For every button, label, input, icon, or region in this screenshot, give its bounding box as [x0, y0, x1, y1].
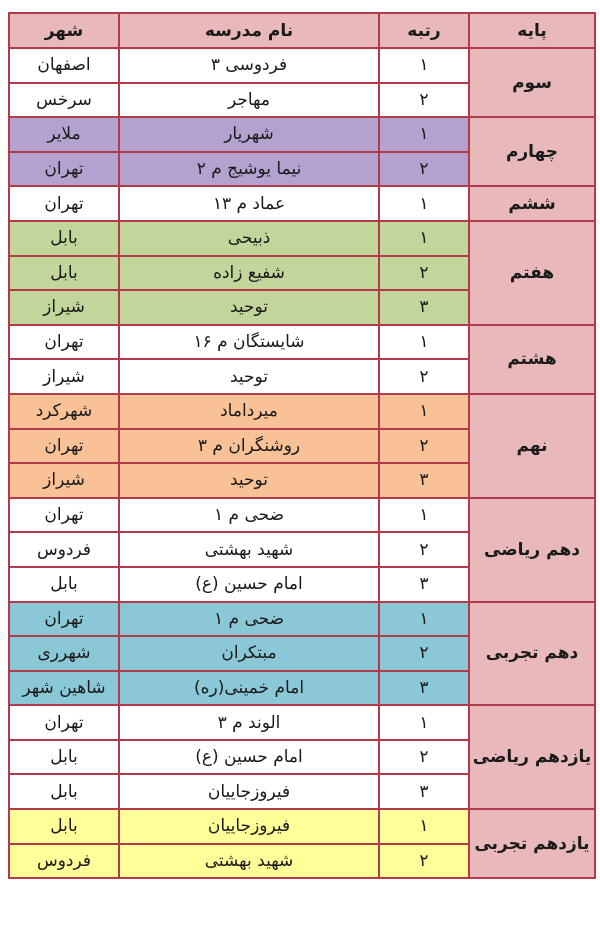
grade-cell: چهارم [469, 117, 595, 186]
rank-cell: ۳ [379, 463, 469, 498]
rank-cell: ۱ [379, 117, 469, 152]
city-cell: تهران [9, 186, 119, 221]
school-cell: ذبیحی [119, 221, 379, 256]
school-cell: نیما یوشیج م ۲ [119, 152, 379, 187]
grade-cell: یازدهم ریاضی [469, 705, 595, 809]
rank-cell: ۱ [379, 325, 469, 360]
table-row [9, 186, 595, 221]
city-cell: شیراز [9, 359, 119, 394]
city-cell: تهران [9, 602, 119, 637]
city-cell: تهران [9, 325, 119, 360]
city-cell: بابل [9, 809, 119, 844]
table-row [9, 221, 595, 256]
rank-cell: ۱ [379, 394, 469, 429]
rank-cell: ۲ [379, 636, 469, 671]
school-cell: ضحی م ۱ [119, 602, 379, 637]
table-row [9, 394, 595, 429]
grade-cell: هشتم [469, 325, 595, 394]
city-cell: شاهین شهر [9, 671, 119, 706]
rank-cell: ۱ [379, 809, 469, 844]
city-cell: تهران [9, 429, 119, 464]
school-cell: شایستگان م ۱۶ [119, 325, 379, 360]
rank-cell: ۲ [379, 83, 469, 118]
city-cell: شهرری [9, 636, 119, 671]
grade-cell: یازدهم تجربی [469, 809, 595, 878]
school-cell: امام حسین (ع) [119, 740, 379, 775]
school-cell: میرداماد [119, 394, 379, 429]
table-row [9, 705, 595, 740]
school-cell: ضحی م ۱ [119, 498, 379, 533]
table-row [9, 325, 595, 360]
grade-cell: سوم [469, 48, 595, 117]
school-cell: فیروزجاییان [119, 774, 379, 809]
city-cell: بابل [9, 221, 119, 256]
school-cell: امام حسین (ع) [119, 567, 379, 602]
city-cell: ملایر [9, 117, 119, 152]
school-cell: شهید بهشتی [119, 844, 379, 879]
rank-cell: ۱ [379, 221, 469, 256]
school-cell: توحید [119, 463, 379, 498]
city-cell: فردوس [9, 532, 119, 567]
header-grade: پایه [469, 13, 595, 48]
school-cell: امام خمینی(ره) [119, 671, 379, 706]
city-cell: شهرکرد [9, 394, 119, 429]
rank-cell: ۱ [379, 186, 469, 221]
rank-cell: ۱ [379, 498, 469, 533]
school-cell: عماد م ۱۳ [119, 186, 379, 221]
city-cell: تهران [9, 705, 119, 740]
table-row [9, 602, 595, 637]
school-cell: مهاجر [119, 83, 379, 118]
school-cell: مبتکران [119, 636, 379, 671]
rank-cell: ۳ [379, 774, 469, 809]
rank-cell: ۳ [379, 671, 469, 706]
city-cell: بابل [9, 256, 119, 291]
school-cell: توحید [119, 359, 379, 394]
rank-cell: ۲ [379, 532, 469, 567]
header-row [9, 13, 595, 48]
school-cell: شهید بهشتی [119, 532, 379, 567]
city-cell: تهران [9, 152, 119, 187]
school-cell: فردوسی ۳ [119, 48, 379, 83]
city-cell: اصفهان [9, 48, 119, 83]
grade-cell: هفتم [469, 221, 595, 325]
rank-cell: ۲ [379, 152, 469, 187]
grade-cell: دهم ریاضی [469, 498, 595, 602]
rank-cell: ۲ [379, 429, 469, 464]
rank-cell: ۱ [379, 602, 469, 637]
city-cell: بابل [9, 567, 119, 602]
school-cell: فیروزجاییان [119, 809, 379, 844]
city-cell: بابل [9, 774, 119, 809]
school-cell: الوند م ۳ [119, 705, 379, 740]
school-cell: شفیع زاده [119, 256, 379, 291]
rank-cell: ۱ [379, 48, 469, 83]
rank-cell: ۳ [379, 567, 469, 602]
city-cell: سرخس [9, 83, 119, 118]
grade-cell: نهم [469, 394, 595, 498]
table-body [9, 48, 595, 878]
rank-cell: ۲ [379, 359, 469, 394]
header-city: شهر [9, 13, 119, 48]
school-cell: توحید [119, 290, 379, 325]
header-school: نام مدرسه [119, 13, 379, 48]
table-row [9, 117, 595, 152]
city-cell: شیراز [9, 463, 119, 498]
grade-cell: ششم [469, 186, 595, 221]
table-row [9, 48, 595, 83]
table-row [9, 809, 595, 844]
school-cell: روشنگران م ۳ [119, 429, 379, 464]
header-rank: رتبه [379, 13, 469, 48]
city-cell: تهران [9, 498, 119, 533]
rank-cell: ۳ [379, 290, 469, 325]
city-cell: بابل [9, 740, 119, 775]
ranking-table-container [8, 12, 596, 879]
rank-cell: ۲ [379, 256, 469, 291]
rank-cell: ۱ [379, 705, 469, 740]
rank-cell: ۲ [379, 740, 469, 775]
ranking-table [8, 12, 596, 879]
city-cell: فردوس [9, 844, 119, 879]
grade-cell: دهم تجربی [469, 602, 595, 706]
school-cell: شهریار [119, 117, 379, 152]
rank-cell: ۲ [379, 844, 469, 879]
table-row [9, 498, 595, 533]
city-cell: شیراز [9, 290, 119, 325]
